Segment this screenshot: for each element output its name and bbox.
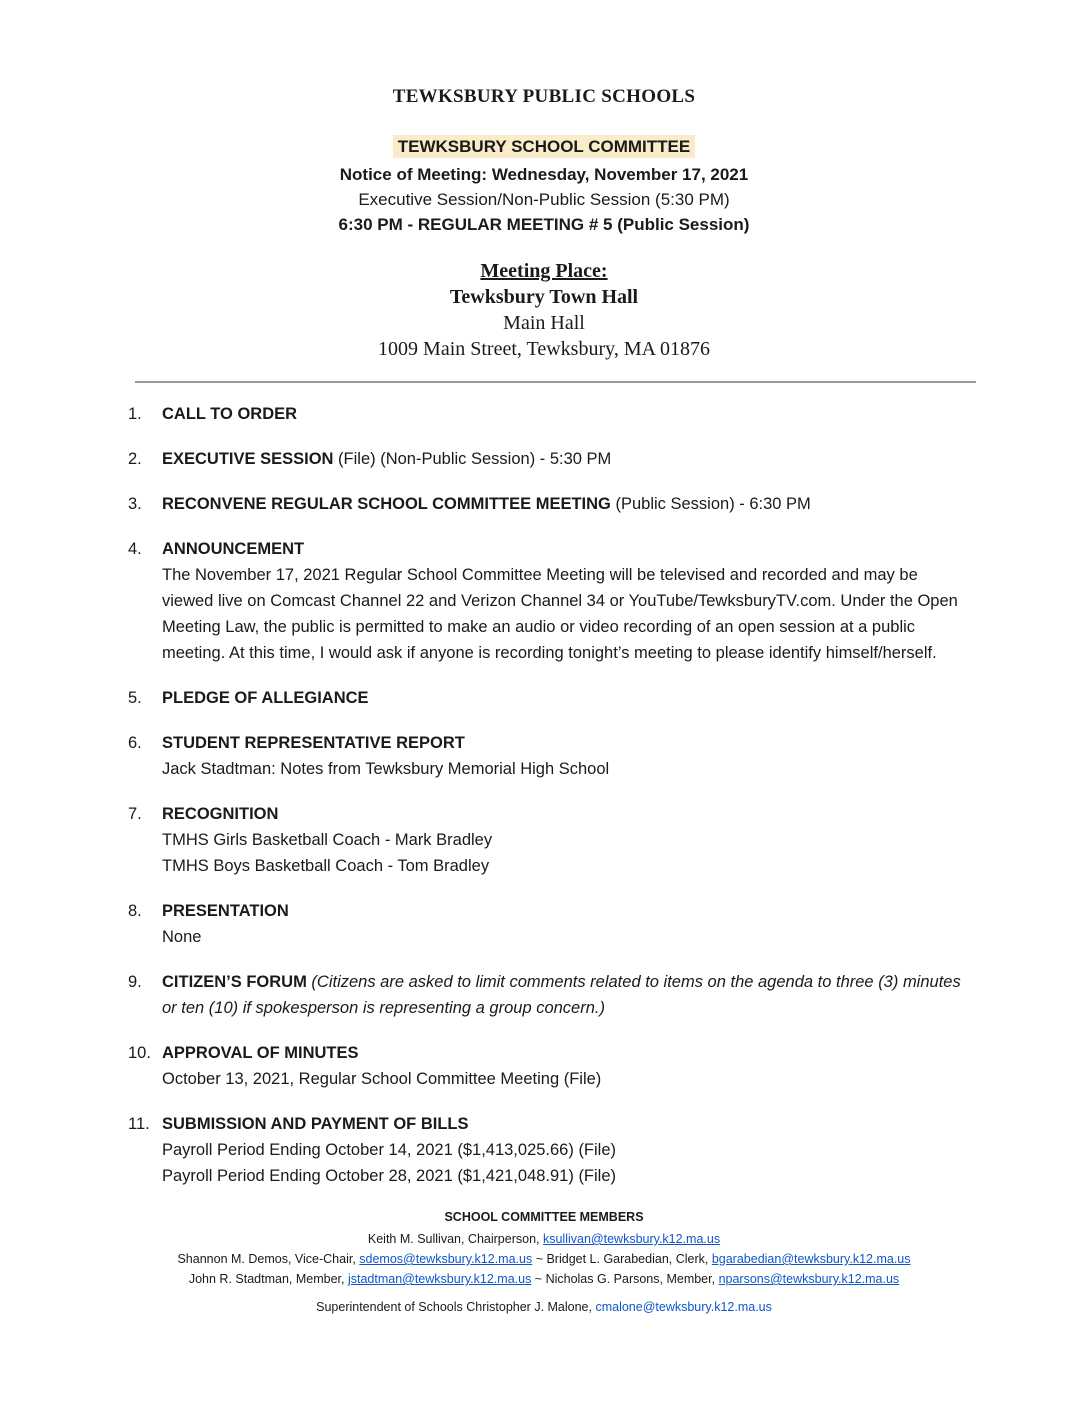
agenda-item-suffix: (Public Session) - 6:30 PM bbox=[610, 495, 811, 513]
agenda-item-title: CALL TO ORDER bbox=[162, 405, 298, 423]
agenda-item-10 bbox=[128, 1040, 988, 1092]
agenda-item-number: 6. bbox=[128, 734, 142, 752]
agenda-item-title: STUDENT REPRESENTATIVE REPORT bbox=[162, 734, 465, 752]
agenda-item-number: 4. bbox=[128, 540, 142, 558]
document-header bbox=[0, 86, 1088, 362]
agenda-item-number: 11. bbox=[128, 1115, 150, 1133]
agenda-item-number: 10. bbox=[128, 1044, 151, 1062]
meeting-venue: Tewksbury Town Hall bbox=[449, 286, 639, 308]
agenda-item-title: RECONVENE REGULAR SCHOOL COMMITTEE MEETING bbox=[162, 495, 611, 513]
school-name: TEWKSBURY PUBLIC SCHOOLS bbox=[392, 86, 696, 107]
agenda-item-3 bbox=[128, 491, 988, 517]
agenda-list bbox=[0, 383, 1088, 1189]
agenda-item-number: 3. bbox=[128, 495, 142, 513]
agenda-item-1 bbox=[128, 401, 988, 427]
agenda-item-8 bbox=[128, 898, 988, 950]
agenda-item-9 bbox=[128, 969, 988, 1021]
superintendent-name: Superintendent of Schools Christopher J. Malone, bbox=[316, 1300, 596, 1314]
agenda-item-number: 8. bbox=[128, 902, 142, 920]
committee-title-line bbox=[0, 134, 1088, 159]
meeting-place-block bbox=[0, 258, 1088, 362]
agenda-item-2 bbox=[128, 446, 988, 472]
member-line-vicechair-clerk bbox=[0, 1249, 1088, 1269]
agenda-item-title: PLEDGE OF ALLEGIANCE bbox=[162, 689, 369, 707]
meeting-hall: Main Hall bbox=[503, 312, 585, 334]
meeting-place-label: Meeting Place: bbox=[480, 260, 608, 282]
agenda-item-title: PRESENTATION bbox=[162, 902, 289, 920]
document-footer bbox=[0, 1207, 1088, 1317]
agenda-item-title: CITIZEN’S FORUM bbox=[162, 973, 307, 991]
agenda-item-number: 9. bbox=[128, 973, 142, 991]
member-name: Shannon M. Demos, Vice-Chair, bbox=[177, 1252, 360, 1266]
notice-of-meeting: Notice of Meeting: Wednesday, November 17, 2021 bbox=[339, 165, 749, 184]
email-link-cmalone[interactable]: cmalone@tewksbury.k12.ma.us bbox=[595, 1300, 772, 1314]
agenda-item-detail: None bbox=[162, 928, 202, 946]
member-name: ~ Nicholas G. Parsons, Member, bbox=[531, 1272, 719, 1286]
agenda-item-suffix: (File) (Non-Public Session) - 5:30 PM bbox=[333, 450, 612, 468]
agenda-item-detail: Payroll Period Ending October 14, 2021 ($1,413,025.66) (File) bbox=[162, 1141, 617, 1159]
agenda-item-title: RECOGNITION bbox=[162, 805, 279, 823]
agenda-item-number: 5. bbox=[128, 689, 142, 707]
agenda-item-title: APPROVAL OF MINUTES bbox=[162, 1044, 359, 1062]
email-link-ksullivan[interactable]: ksullivan@tewksbury.k12.ma.us bbox=[542, 1232, 721, 1246]
agenda-item-7 bbox=[128, 801, 988, 879]
committee-members-heading: SCHOOL COMMITTEE MEMBERS bbox=[444, 1210, 644, 1224]
agenda-item-paragraph: The November 17, 2021 Regular School Committee Meeting will be televised and recorded and may be viewed live on Comcast Channel 22 and Verizon Channel 34 or YouTube/TewksburyTV.com. Under the Open Meeting Law, the public is permitted to make an audio or video recording of an open session at a public meeting. At this time, I would ask if anyone is recording tonight’s meeting to please identify himself/herself. bbox=[162, 566, 958, 662]
agenda-item-detail: TMHS Girls Basketball Coach - Mark Bradley bbox=[162, 831, 493, 849]
email-link-sdemos[interactable]: sdemos@tewksbury.k12.ma.us bbox=[359, 1252, 533, 1266]
agenda-item-title: SUBMISSION AND PAYMENT OF BILLS bbox=[162, 1115, 469, 1133]
agenda-item-detail: October 13, 2021, Regular School Committee Meeting (File) bbox=[162, 1070, 602, 1088]
agenda-item-4 bbox=[128, 536, 988, 666]
agenda-item-detail: Payroll Period Ending October 28, 2021 ($1,421,048.91) (File) bbox=[162, 1167, 617, 1185]
member-line-chairperson bbox=[0, 1229, 1088, 1249]
agenda-item-number: 1. bbox=[128, 405, 142, 423]
agenda-item-number: 7. bbox=[128, 805, 142, 823]
agenda-item-detail: Jack Stadtman: Notes from Tewksbury Memorial High School bbox=[162, 760, 610, 778]
member-name: ~ Bridget L. Garabedian, Clerk, bbox=[532, 1252, 712, 1266]
agenda-item-title: EXECUTIVE SESSION bbox=[162, 450, 334, 468]
email-link-nparsons[interactable]: nparsons@tewksbury.k12.ma.us bbox=[718, 1272, 900, 1286]
email-link-jstadtman[interactable]: jstadtman@tewksbury.k12.ma.us bbox=[347, 1272, 532, 1286]
email-link-bgarabedian[interactable]: bgarabedian@tewksbury.k12.ma.us bbox=[711, 1252, 911, 1266]
meeting-address: 1009 Main Street, Tewksbury, MA 01876 bbox=[378, 338, 710, 360]
member-name: Keith M. Sullivan, Chairperson, bbox=[367, 1232, 543, 1246]
agenda-item-title: ANNOUNCEMENT bbox=[162, 540, 305, 558]
member-name: John R. Stadtman, Member, bbox=[188, 1272, 348, 1286]
executive-session-line: Executive Session/Non-Public Session (5:30 PM) bbox=[358, 190, 730, 209]
agenda-item-5 bbox=[128, 685, 988, 711]
agenda-item-detail: TMHS Boys Basketball Coach - Tom Bradley bbox=[162, 857, 490, 875]
agenda-item-11 bbox=[128, 1111, 988, 1189]
superintendent-line bbox=[0, 1297, 1088, 1317]
agenda-item-number: 2. bbox=[128, 450, 142, 468]
agenda-item-italic-note: (Citizens are asked to limit comments related to items on the agenda to three (3) minutes or ten (10) if spokesperson is representing a group concern.) bbox=[162, 973, 961, 1017]
agenda-item-6 bbox=[128, 730, 988, 782]
member-line-members bbox=[0, 1269, 1088, 1289]
committee-title: TEWKSBURY SCHOOL COMMITTEE bbox=[393, 135, 695, 158]
regular-meeting-line: 6:30 PM - REGULAR MEETING # 5 (Public Session) bbox=[338, 215, 750, 234]
